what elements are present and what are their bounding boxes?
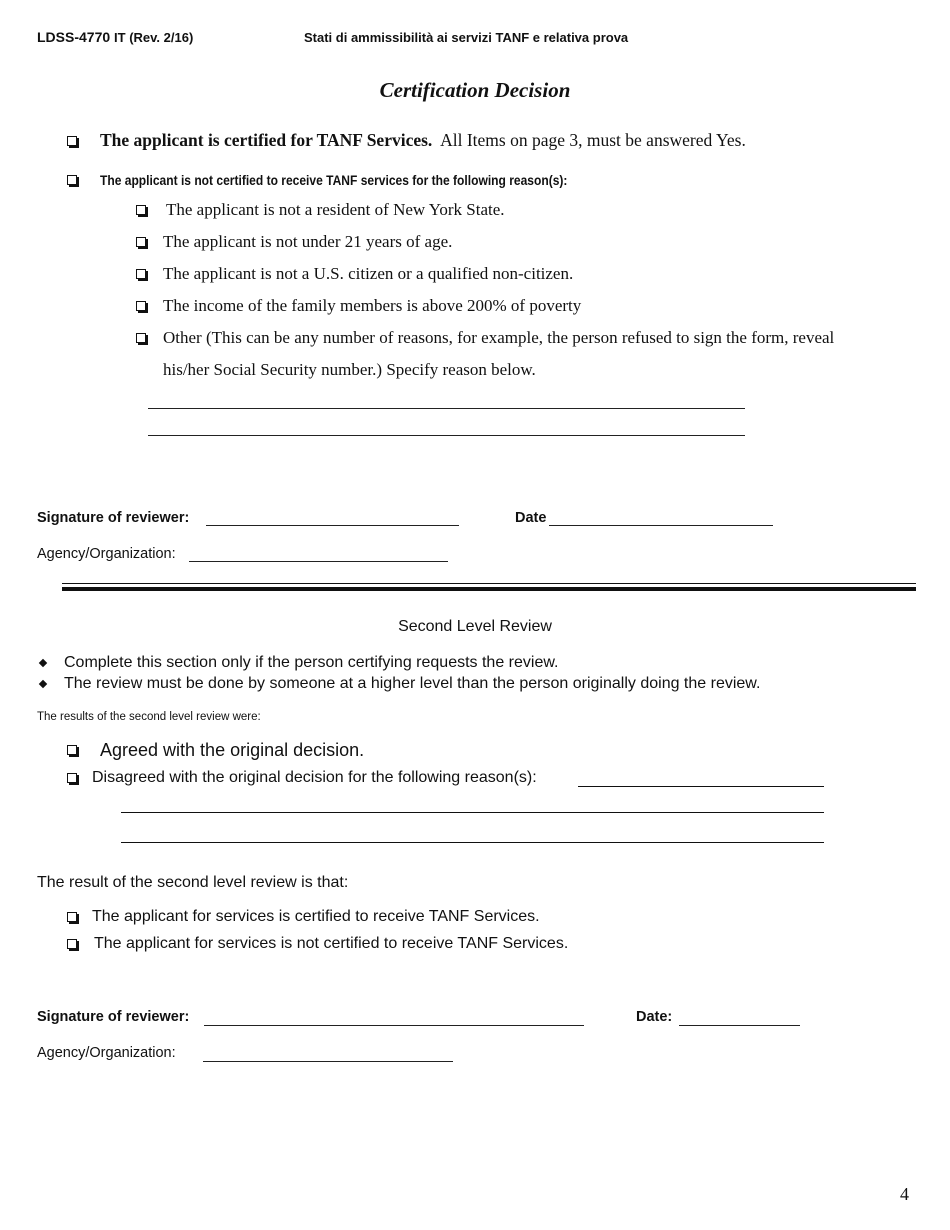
- page-number: 4: [900, 1184, 909, 1204]
- date-field-2[interactable]: [679, 1025, 800, 1026]
- section-title-second-level: Second Level Review: [398, 618, 552, 635]
- reason-checkbox-age[interactable]: [136, 237, 146, 247]
- reason-other-line2: his/her Social Security number.) Specify reason below.: [163, 360, 536, 379]
- section-title-certification: Certification Decision: [379, 78, 571, 102]
- certified-checkbox[interactable]: [67, 136, 77, 146]
- date-label-2: Date:: [636, 1009, 673, 1025]
- reason-income: The income of the family members is above 200% of poverty: [163, 296, 582, 315]
- result-certified-checkbox[interactable]: [67, 912, 77, 922]
- reviewer-signature-field[interactable]: [206, 525, 459, 526]
- bullet-icon: [39, 659, 47, 667]
- disagree-reason-line-3[interactable]: [121, 842, 824, 843]
- bullet-text: The review must be done by someone at a higher level than the person originally doing the review.: [64, 675, 761, 692]
- form-title: Stati di ammissibilità ai servizi TANF e relativa prova: [304, 30, 629, 45]
- agency-label-2: Agency/Organization:: [37, 1045, 176, 1061]
- reason-checkbox-income[interactable]: [136, 301, 146, 311]
- agency-field[interactable]: [189, 561, 448, 562]
- result-not-certified-checkbox[interactable]: [67, 939, 77, 949]
- reviewer-signature-label: Signature of reviewer:: [37, 510, 190, 526]
- not-certified-label: The applicant is not certified to receive TANF services for the following reason(s):: [100, 172, 568, 188]
- result-label: The result of the second level review is that:: [37, 874, 349, 891]
- reviewer-signature-field-2[interactable]: [204, 1025, 584, 1026]
- bullet-icon: [39, 680, 47, 688]
- result-certified-label: The applicant for services is certified to receive TANF Services.: [92, 908, 540, 925]
- reason-checkbox-resident[interactable]: [136, 205, 146, 215]
- form-revision: IT (Rev. 2/16): [114, 30, 194, 45]
- reviewer-signature-label-2: Signature of reviewer:: [37, 1009, 190, 1025]
- disagree-reason-line-2[interactable]: [121, 812, 824, 813]
- disagreed-checkbox[interactable]: [67, 773, 77, 783]
- bullet-text: Complete this section only if the person certifying requests the review.: [64, 654, 559, 671]
- reason-checkbox-citizen[interactable]: [136, 269, 146, 279]
- certified-label: The applicant is certified for TANF Services.: [100, 130, 433, 150]
- form-id: [37, 29, 193, 45]
- results-label: The results of the second level review were:: [37, 711, 261, 723]
- date-field[interactable]: [549, 525, 773, 526]
- form-id-number: LDSS-4770: [37, 29, 111, 45]
- reason-other-line1: Other (This can be any number of reasons, for example, the person refused to sign the form, reveal: [163, 328, 835, 347]
- result-not-certified-label: The applicant for services is not certified to receive TANF Services.: [94, 935, 569, 952]
- certified-option: [100, 130, 746, 151]
- not-certified-checkbox[interactable]: [67, 175, 77, 185]
- section-divider: [62, 583, 916, 584]
- agreed-checkbox[interactable]: [67, 745, 77, 755]
- reason-checkbox-other[interactable]: [136, 333, 146, 343]
- certified-note: All Items on page 3, must be answered Yes.: [440, 130, 746, 150]
- disagreed-label: Disagreed with the original decision for the following reason(s):: [92, 769, 537, 786]
- reason-citizen: The applicant is not a U.S. citizen or a qualified non-citizen.: [163, 264, 574, 283]
- section-divider-thick: [62, 587, 916, 591]
- agency-field-2[interactable]: [203, 1061, 453, 1062]
- date-label: Date: [515, 510, 547, 526]
- reason-resident: The applicant is not a resident of New York State.: [166, 200, 505, 219]
- other-reason-line-1[interactable]: [148, 408, 745, 409]
- other-reason-line-2[interactable]: [148, 435, 745, 436]
- agency-label: Agency/Organization:: [37, 546, 176, 562]
- disagree-reason-field[interactable]: [578, 786, 824, 787]
- reason-age: The applicant is not under 21 years of age.: [163, 232, 453, 251]
- agreed-label: Agreed with the original decision.: [100, 740, 365, 760]
